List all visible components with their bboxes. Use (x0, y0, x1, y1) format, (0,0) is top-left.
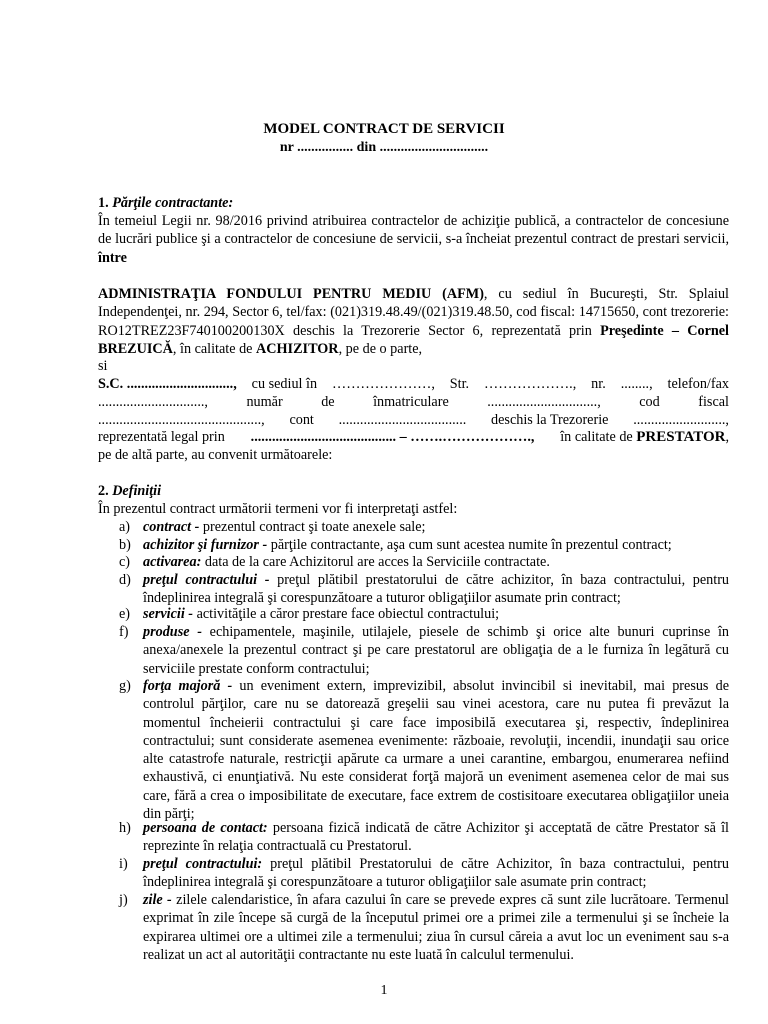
section-1-heading (98, 194, 729, 212)
definition-term: zile - (143, 892, 172, 908)
party-role: PRESTATOR (636, 429, 726, 445)
section-1-intro: În temeiul Legii nr. 98/2016 privind atribuirea contractelor de achiziţie publică, a contractelor de concesiune de lucrări publice şi a contractelor de concesiune de servicii, s-a încheiat prezentul contract de prestari servicii, între (98, 213, 729, 266)
section-number: 2. (98, 483, 109, 499)
page-number: 1 (380, 983, 388, 998)
section-number: 1. (98, 195, 109, 211)
party-prestator-line-3: .............................................., cont .................................... deschis la Trezorerie .........................., (98, 412, 729, 428)
section-title: Părţile contractante: (112, 195, 234, 211)
definition-term: forţa majoră - (143, 678, 233, 694)
definition-term: activarea: (143, 554, 202, 570)
party-name: ADMINISTRAŢIA FONDULUI PENTRU MEDIU (AFM) (98, 286, 484, 302)
definition-term: achizitor şi furnizor - (143, 537, 268, 553)
document-page: MODEL CONTRACT DE SERVICII nr ................ din ............................... 1. Părţile contractante: În temeiul Legii nr. 98/2016 privind atribuirea contractelor de achiziţie publică, a contractelor de concesiune de lucrări publice şi a contractelor de concesiune de servicii, s-a încheiat prezentul contract de prestari servicii, între ADMINISTRAŢIA FONDULUI PENTRU MEDIU (AFM), cu sediul în Bucureşti, Str. Splaiul Independenţei, nr. 294, Sector 6, tel/fax: (021)319.48.49/(021)319.48.50, cod fiscal: 14715650, cont trezorerie: RO12TREZ23F740100200130X deschis la Trezorerie Sector 6, reprezentată prin Preşedinte – Cornel BREZUICĂ, în calitate de ACHIZITOR, pe de o parte, si S.C. .............................., cu sediul în …………………, Str. ………………., nr. ........, telefon/fax .............................., număr de înmatriculare ..............................., cod fiscal .............................................., cont .................................... deschis la Trezorerie .........................., reprezentată legal prin ......................................... – …….………………., în calitate de PRESTATOR, pe de altă parte, au convenit următoarele: 2. Definiţii În prezentul contract următorii termeni vor fi interpretaţi astfel: a) contract - prezentul contract şi toate anexele sale; b) achizitor şi furnizor - părţile contractante, aşa cum sunt acestea numite în prezentul contract; c) activarea: data de la care Achizitorul are acces la Serviciile contractate. d) preţul contractului - preţul plătibil prestatorului de către achizitor, în baza contractului, pentru îndeplinirea integrală şi corespunzătoare a tuturor obligaţiilor asumate prin contract; e) servicii - activităţile a căror prestare face obiectul contractului; f) produse - echipamentele, maşinile, utilajele, piesele de schimb şi orice alte bunuri cuprinse în anexa/anexele la prezentul contract şi pe care prestatorul are obligaţia de a le furniza în legătură cu serviciile prestate conform contractului; g) forţa majoră - un eveniment extern, imprevizibil, absolut invincibil si inevitabil, mai presus de controlul părţilor, care nu se datorează greşelii sau vinei acestora, care nu putea fi prevăzut la momentul încheierii contractului şi care face imposibilă executarea şi, respectiv, îndeplinirea contractului; sunt considerate asemenea evenimente: războaie, revoluţii, incendii, inundaţii sau orice alte catastrofe naturale, restricţii apărute ca urmare a unei carantine, embargou, enumerarea nefiind exhaustivă, ci enunţiativă. Nu este considerat forţă majoră un eveniment asemenea celor de mai sus care, fără a crea o imposibilitate de executare, face extrem de costisitoare executarea obligaţiilor uneia din părţi; h) persoana de contact: persoana fizică indicată de către Achizitor şi acceptată de către Prestator să îl reprezinte în relaţia contractuală cu Prestatorul. i) preţul contractului: preţul plătibil Prestatorului de către Achizitor, în baza contractului, pentru îndeplinirea integrală şi corespunzătoare a tuturor obligaţiilor sale asumate prin contract; j) zile - zilele calendaristice, în afara cazului în care se prevede expres că sunt zile lucrătoare. Termenul exprimat în zile începe să curgă de la începutul primei ore a primei zile a termenului şi se încheie la expirarea ultimei ore a ultimei zile a termenului; ziua în cursul căreia a avut loc un eveniment sau s-a realizat un act al autorităţii contractante nu este luată în calculul termenului. 1 (0, 0, 768, 1024)
party-sc-label: S.C. (98, 376, 124, 392)
party-prestator-line-4: reprezentată legal prin ......................................... – …….………………., în calitate de PRESTATOR, (98, 429, 729, 445)
party-achizitor: ADMINISTRAŢIA FONDULUI PENTRU MEDIU (AFM), cu sediul în Bucureşti, Str. Splaiul Independenţei, nr. 294, Sector 6, tel/fax: (021)319.48.49/(021)319.48.50, cod fiscal: 14715650, cont trezorerie: RO12TREZ23F740100200130X deschis la Trezorerie Sector 6, reprezentată prin Preşedinte – Cornel BREZUICĂ, în calitate de ACHIZITOR, pe de o parte, (98, 286, 729, 357)
conjunction-si: si (98, 358, 108, 374)
document-subtitle: nr ................ din ............................... (279, 140, 489, 155)
party-representative: Preşedinte – Cornel BREZUICĂ (98, 322, 729, 357)
section-title: Definiţii (112, 483, 162, 499)
party-role: ACHIZITOR (256, 340, 339, 357)
definition-term: preţul contractului: (143, 856, 263, 872)
party-prestator-line-2: .............................., număr de înmatriculare ..............................., cod fiscal (98, 394, 729, 410)
definition-term: persoana de contact: (143, 820, 268, 836)
definition-term: servicii - (143, 606, 194, 622)
party-prestator-line-1: S.C. .............................., cu sediul în …………………, Str. ………………., nr. ........, telefon/fax (98, 376, 729, 392)
section-2-heading (98, 482, 729, 500)
definition-term: contract - (143, 519, 200, 535)
section-1-closing: pe de altă parte, au convenit următoarele: (98, 447, 333, 463)
section-2-intro: În prezentul contract următorii termeni vor fi interpretaţi astfel: (98, 501, 458, 517)
document-title: MODEL CONTRACT DE SERVICII (263, 121, 505, 137)
definition-term: preţul contractului - (143, 572, 270, 588)
definition-term: produse - (143, 624, 202, 640)
